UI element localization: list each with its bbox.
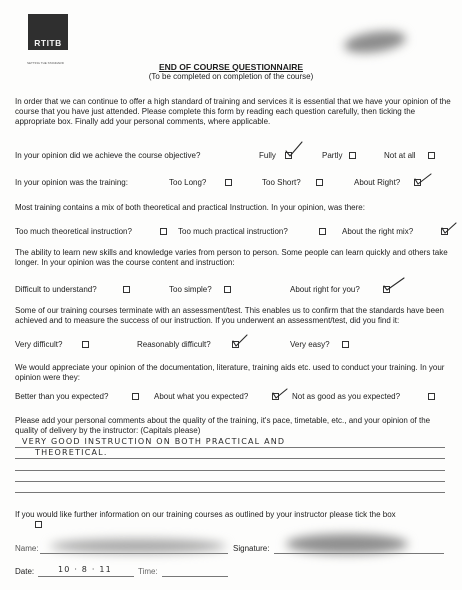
time-line[interactable] [162, 576, 228, 577]
q4-checkbox-difficult[interactable] [123, 286, 130, 293]
rtitb-logo [28, 14, 68, 60]
q4-option-difficult: Difficult to understand? [15, 285, 97, 294]
date-line[interactable] [38, 576, 134, 577]
q2-checkbox-too-short[interactable] [316, 179, 323, 186]
comment-line-2[interactable] [15, 458, 445, 459]
q6-option-as-expected: About what you expected? [154, 392, 249, 401]
logo-white-band [28, 50, 68, 60]
tick-icon [231, 333, 249, 349]
tick-icon [413, 172, 433, 186]
q2-option-too-short: Too Short? [262, 178, 301, 187]
comment-line-1[interactable] [15, 447, 445, 448]
tick-icon [440, 221, 458, 235]
q3-option-practical: Too much practical instruction? [178, 227, 288, 236]
q6-option-better: Better than you expected? [15, 392, 109, 401]
name-label: Name: [15, 544, 39, 553]
q6-option-not-as-good: Not as good as you expected? [292, 392, 401, 401]
q1-option-partly: Partly [322, 151, 343, 160]
q5-option-reasonably-difficult: Reasonably difficult? [137, 340, 211, 349]
logo-text: RTITB [34, 38, 62, 48]
comment-line-5[interactable] [15, 492, 445, 493]
q6-checkbox-not-as-good[interactable] [428, 393, 435, 400]
q3-option-theoretical: Too much theoretical instruction? [15, 227, 132, 236]
redacted-name [50, 539, 226, 553]
q4-checkbox-too-simple[interactable] [224, 286, 231, 293]
page-title: END OF COURSE QUESTIONNAIRE [158, 62, 304, 72]
intro-paragraph: In order that we can continue to offer a high standard of training and services it is essential that we have your opinion of the course that you have just attended. Please complete this form by reading each question carefully, then ticking the appropriate box. Finally add your personal comments, where applicable. [15, 97, 451, 127]
comment-line-3[interactable] [15, 470, 445, 471]
q1-checkbox-partly[interactable] [349, 152, 356, 159]
q2-option-too-long: Too Long? [169, 178, 207, 187]
tick-icon [284, 140, 304, 158]
comment-handwriting-line-2: THEORETICAL. [35, 448, 108, 457]
tick-icon [271, 387, 289, 401]
further-info-text: If you would like further information on our training courses as outlined by your instructor please tick the box [15, 510, 396, 519]
q5-question: Some of our training courses terminate with an assessment/test. This enables us to confirm that the standards have been achieved and to measure the success of our instruction. If you underwent an assessment/test, did you find it: [15, 306, 444, 326]
tick-icon [382, 276, 406, 292]
q4-question: The ability to learn new skills and knowledge varies from person to person. Some people can learn quickly and others take longer. In your opinion was the course content and instruction: [15, 248, 448, 268]
logo-tagline: SETTING THE STANDARD [27, 61, 64, 65]
q6-question: We would appreciate your opinion of the documentation, literature, training aids etc. used to conduct your training. In your opinion were they: [15, 363, 445, 383]
q1-checkbox-not-at-all[interactable] [428, 152, 435, 159]
q5-checkbox-very-difficult[interactable] [82, 341, 89, 348]
q3-checkbox-theoretical[interactable] [160, 228, 167, 235]
q2-checkbox-too-long[interactable] [225, 179, 232, 186]
time-label: Time: [138, 567, 158, 576]
q5-option-very-difficult: Very difficult? [15, 340, 63, 349]
q3-checkbox-practical[interactable] [319, 228, 326, 235]
q1-option-fully: Fully [259, 151, 276, 160]
q6-checkbox-better[interactable] [132, 393, 139, 400]
signature-label: Signature: [233, 544, 270, 553]
further-info-checkbox[interactable] [35, 521, 42, 528]
q3-question: Most training contains a mix of both theoretical and practical Instruction. In your opinion, was there: [15, 203, 365, 212]
redacted-signature [286, 534, 408, 554]
page-subtitle: (To be completed on completion of the course) [148, 72, 314, 81]
date-label: Date: [15, 567, 35, 576]
comments-prompt: Please add your personal comments about the quality of the training, it's pace, timetable, etc., and your opinion of the quality of delivery by the instructor: (Capitals please) [15, 416, 431, 436]
q4-option-about-right: About right for you? [290, 285, 360, 294]
q2-question: In your opinion was the training: [15, 178, 128, 187]
redacted-mark [343, 28, 407, 56]
q1-question: In your opinion did we achieve the course objective? [15, 151, 201, 160]
date-value: 10 · 8 · 11 [58, 565, 112, 574]
name-line[interactable] [40, 553, 228, 554]
q5-checkbox-very-easy[interactable] [342, 341, 349, 348]
comment-handwriting-line-1: VERY GOOD INSTRUCTION ON BOTH PRACTICAL AND [22, 437, 286, 446]
q5-option-very-easy: Very easy? [290, 340, 330, 349]
q2-option-about-right: About Right? [354, 178, 401, 187]
comment-line-4[interactable] [15, 481, 445, 482]
q1-option-not-at-all: Not at all [384, 151, 416, 160]
q4-option-too-simple: Too simple? [169, 285, 212, 294]
q3-option-right-mix: About the right mix? [342, 227, 414, 236]
